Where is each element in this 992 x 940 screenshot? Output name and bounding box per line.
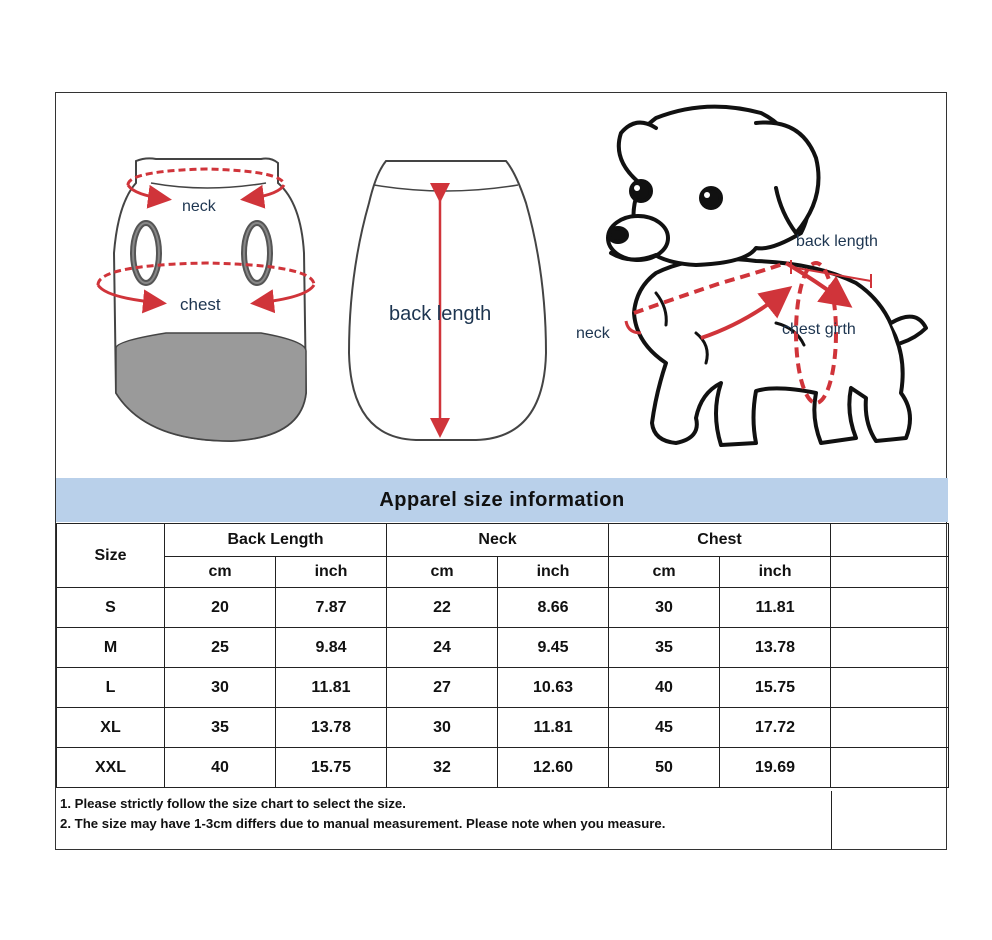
table-cell: 12.60 <box>498 748 609 788</box>
table-cell: 11.81 <box>276 668 387 708</box>
table-title: Apparel size information <box>56 478 948 522</box>
table-cell: 35 <box>609 628 720 668</box>
table-cell: 40 <box>165 748 276 788</box>
blank-cell <box>831 748 949 788</box>
table-cell: 32 <box>387 748 498 788</box>
size-column-header: Size <box>57 524 165 588</box>
unit-header: inch <box>276 557 387 588</box>
dog-chest-girth-label: chest girth <box>782 321 856 338</box>
table-cell: 40 <box>609 668 720 708</box>
unit-header: cm <box>609 557 720 588</box>
table-cell: 50 <box>609 748 720 788</box>
table-cell: 9.84 <box>276 628 387 668</box>
size-cell: XL <box>57 708 165 748</box>
size-cell: XXL <box>57 748 165 788</box>
unit-header: cm <box>165 557 276 588</box>
table-cell: 15.75 <box>720 668 831 708</box>
table-cell: 11.81 <box>720 588 831 628</box>
table-cell: 13.78 <box>720 628 831 668</box>
table-cell: 35 <box>165 708 276 748</box>
size-table <box>56 523 949 788</box>
back-length-label: back length <box>389 303 492 325</box>
dog-back-length-label: back length <box>796 233 878 250</box>
dog-drawing <box>608 107 926 445</box>
table-cell: 10.63 <box>498 668 609 708</box>
illustrations-svg <box>56 93 948 475</box>
blank-cell <box>831 628 949 668</box>
size-cell: M <box>57 628 165 668</box>
table-cell: 7.87 <box>276 588 387 628</box>
table-cell: 8.66 <box>498 588 609 628</box>
notes-box <box>56 791 832 849</box>
size-cell: L <box>57 668 165 708</box>
blank-cell <box>831 588 949 628</box>
table-cell: 17.72 <box>720 708 831 748</box>
chest-label: chest <box>180 295 221 314</box>
table-cell: 22 <box>387 588 498 628</box>
group-header-back-length: Back Length <box>165 524 387 557</box>
table-row <box>57 708 949 748</box>
group-header-chest: Chest <box>609 524 831 557</box>
blank-cell <box>831 557 949 588</box>
table-cell: 30 <box>609 588 720 628</box>
table-cell: 27 <box>387 668 498 708</box>
unit-header: inch <box>720 557 831 588</box>
group-header-neck: Neck <box>387 524 609 557</box>
size-cell: S <box>57 588 165 628</box>
table-cell: 9.45 <box>498 628 609 668</box>
note-line: 2. The size may have 1-3cm differs due to manual measurement. Please note when you measure. <box>60 816 666 831</box>
blank-cell <box>831 524 949 557</box>
unit-header: cm <box>387 557 498 588</box>
table-row <box>57 588 949 628</box>
table-cell: 13.78 <box>276 708 387 748</box>
vest-back-drawing <box>349 161 546 440</box>
table-cell: 45 <box>609 708 720 748</box>
table-row <box>57 668 949 708</box>
table-row <box>57 628 949 668</box>
table-row <box>57 748 949 788</box>
unit-header: inch <box>498 557 609 588</box>
blank-cell <box>831 668 949 708</box>
table-cell: 30 <box>387 708 498 748</box>
table-cell: 24 <box>387 628 498 668</box>
note-line: 1. Please strictly follow the size chart to select the size. <box>60 796 406 811</box>
table-cell: 19.69 <box>720 748 831 788</box>
table-cell: 30 <box>165 668 276 708</box>
blank-cell <box>831 708 949 748</box>
table-cell: 11.81 <box>498 708 609 748</box>
neck-label: neck <box>182 198 216 215</box>
size-chart-sheet <box>55 92 947 850</box>
table-cell: 20 <box>165 588 276 628</box>
table-cell: 25 <box>165 628 276 668</box>
illustration-area <box>56 93 948 475</box>
dog-neck-label: neck <box>576 325 610 342</box>
table-cell: 15.75 <box>276 748 387 788</box>
